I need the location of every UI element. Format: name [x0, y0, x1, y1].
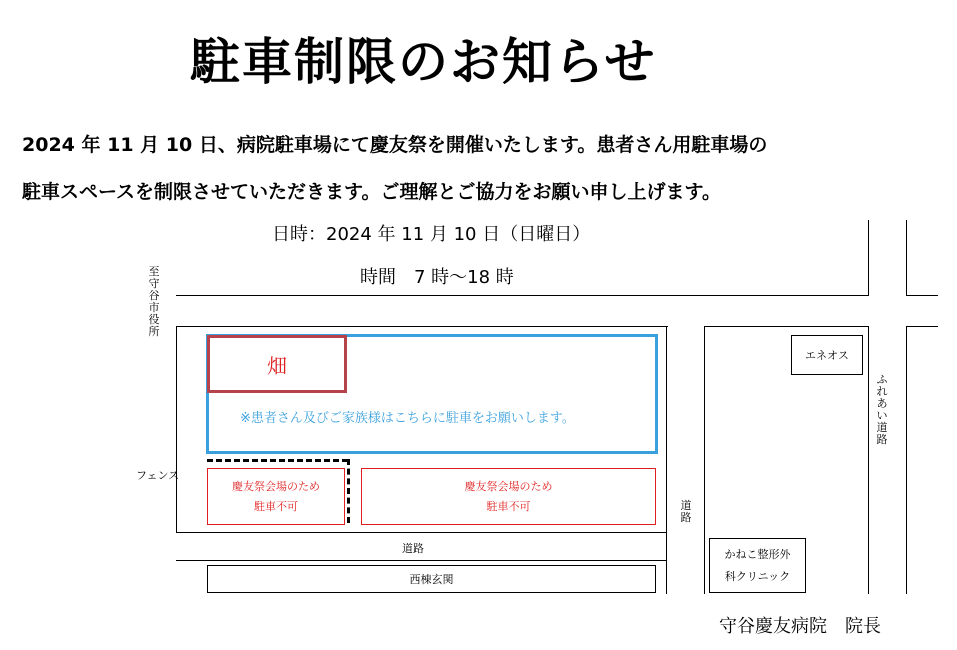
fureai-road-left-upper	[868, 220, 869, 296]
fence-side	[347, 459, 350, 523]
restricted-area-left	[207, 468, 345, 525]
restricted-area-right	[361, 468, 656, 525]
cross-road-upper	[906, 295, 938, 296]
west-entrance-label: 西棟玄関	[409, 573, 454, 586]
road-bottom-label: 道路	[402, 542, 424, 555]
intro-line-1: 2024 年 11 月 10 日、病院駐車場にて慶友祭を開催いたします。患者さん用駐車場の	[22, 134, 768, 156]
road-top-line-lower	[176, 326, 668, 327]
eneos-label: エネオス	[805, 349, 849, 362]
restricted-left-line-1: 慶友祭会場のため	[232, 479, 320, 493]
bottom-road-lower	[176, 560, 666, 561]
fureai-road-label: ふれあい道路	[876, 373, 888, 446]
to-city-hall-label: 至守谷市役所	[148, 265, 160, 338]
road-top-line-upper	[176, 295, 868, 296]
vertical-road-left	[666, 326, 667, 594]
field-label: 畑	[267, 353, 287, 378]
intro-line-2: 駐車スペースを制限させていただきます。ご理解とご協力をお願い申し上げます。	[22, 181, 722, 203]
clinic-box	[709, 538, 806, 593]
fureai-road-right-upper	[906, 220, 907, 296]
bottom-road-upper	[176, 532, 666, 533]
fureai-road-left	[868, 326, 869, 594]
cross-road-lower	[906, 326, 938, 327]
clinic-line-1: かねこ整形外	[724, 547, 791, 561]
vertical-road-label: 道路	[680, 499, 692, 524]
road-right-top	[704, 326, 868, 327]
field-box	[207, 335, 347, 393]
page-title: 駐車制限のお知らせ	[190, 33, 657, 91]
restricted-left-line-2: 駐車不可	[254, 499, 298, 513]
restricted-right-line-1: 慶友祭会場のため	[464, 479, 553, 493]
vertical-road-right	[704, 326, 705, 594]
schedule-time: 時間 7 時～18 時	[360, 267, 514, 288]
eneos-box	[791, 335, 863, 375]
clinic-line-2: 科クリニック	[724, 569, 791, 583]
signature: 守谷慶友病院 院長	[719, 616, 881, 637]
fureai-road-right	[906, 326, 907, 594]
fence-label: フェンス	[136, 469, 180, 482]
west-entrance-box	[207, 565, 656, 593]
lot-left-edge	[176, 326, 177, 532]
patient-parking-note: ※患者さん及びご家族様はこちらに駐車をお願いします。	[240, 411, 575, 426]
fence-top	[207, 459, 348, 462]
schedule-date: 日時：2024 年 11 月 10 日（日曜日）	[272, 224, 591, 245]
restricted-right-line-2: 駐車不可	[486, 499, 531, 513]
